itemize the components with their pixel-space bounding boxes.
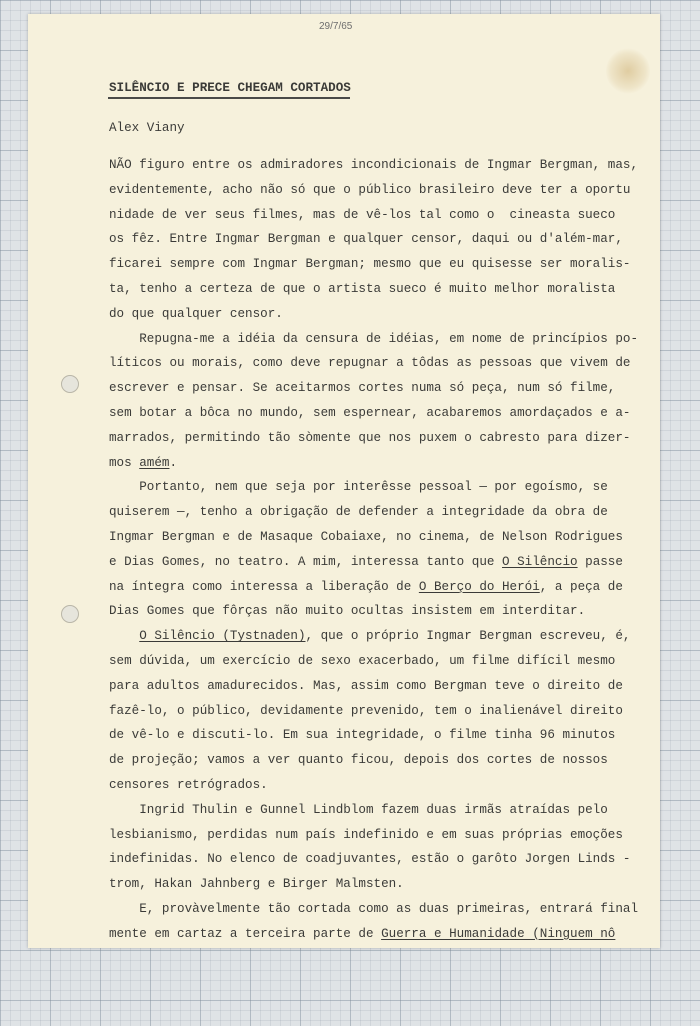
handwritten-date: 29/7/65 <box>319 21 353 32</box>
text-segment: , que o próprio Ingmar Bergman escreveu, é, <box>305 629 631 644</box>
text-segment <box>109 629 139 643</box>
text-line <box>109 252 638 277</box>
document-title: SILÊNCIO E PRECE CHEGAM CORTADOS <box>109 81 351 95</box>
text-segment: , a peça de <box>539 579 623 594</box>
text-segment: quiserem —, tenho a obrigação de defender a integridade da obra de <box>109 505 608 520</box>
text-line <box>109 475 638 500</box>
text-line <box>109 798 638 823</box>
text-line <box>109 500 638 525</box>
text-segment: mos <box>109 455 140 470</box>
text-line <box>109 624 638 649</box>
text-segment: E, provàvelmente tão cortada como as duas primeiras, entrará final <box>109 901 639 916</box>
text-line <box>109 922 638 947</box>
text-segment: os fêz. Entre Ingmar Bergman e qualquer censor, daqui ou d'além-mar, <box>109 232 623 247</box>
text-line <box>109 847 638 872</box>
text-line <box>109 550 638 575</box>
text-line <box>109 674 638 699</box>
text-segment: passe <box>577 554 623 569</box>
text-segment: censores retrógrados. <box>109 777 268 792</box>
text-segment: nidade de ver seus filmes, mas de vê-los tal como o cineasta sueco <box>109 207 616 222</box>
underlined-title: O Berço do Herói <box>418 579 540 594</box>
text-segment: Repugna-me a idéia da censura de idéias, em nome de princípios po- <box>109 331 639 346</box>
text-segment: trom, Hakan Jahnberg e Birger Malmsten. <box>109 877 404 892</box>
text-segment: escrever e pensar. Se aceitarmos cortes numa só peça, num só filme, <box>109 381 616 396</box>
text-segment: e Dias Gomes, no teatro. A mim, interessa tanto que <box>109 554 502 569</box>
title-underline <box>108 97 350 99</box>
text-segment: do que qualquer censor. <box>109 306 283 321</box>
text-line <box>109 451 638 476</box>
underlined-title: Guerra e Humanidade (Ninguem nô <box>381 926 616 941</box>
text-line <box>109 426 638 451</box>
text-line <box>109 376 638 401</box>
text-segment: de projeção; vamos a ver quanto ficou, depois dos cortes de nossos <box>109 753 608 768</box>
text-line <box>109 227 638 252</box>
text-segment: ta, tenho a certeza de que o artista sueco é muito melhor moralista <box>109 281 616 296</box>
text-line <box>109 599 638 624</box>
paper-stain <box>606 48 650 94</box>
text-line <box>109 575 638 600</box>
punch-hole <box>61 375 79 393</box>
article-body <box>109 153 638 947</box>
text-segment: para adultos amadurecidos. Mas, assim como Bergman teve o direito de <box>109 678 623 693</box>
text-segment: evidentemente, acho não só que o público brasileiro deve ter a oportu <box>109 182 631 197</box>
author-name: Alex Viany <box>109 121 185 135</box>
text-segment: Portanto, nem que seja por interêsse pessoal — por egoísmo, se <box>109 480 608 495</box>
text-line <box>109 699 638 724</box>
text-line <box>109 327 638 352</box>
document-page <box>28 14 660 948</box>
text-segment: NÃO figuro entre os admiradores incondicionais de Ingmar Bergman, mas, <box>109 158 639 172</box>
text-segment: ficarei sempre com Ingmar Bergman; mesmo que eu quisesse ser moralis- <box>109 257 631 272</box>
underlined-title: amém <box>139 455 170 470</box>
text-line <box>109 823 638 848</box>
underlined-title: O Silêncio <box>502 554 578 569</box>
punch-hole <box>61 605 79 623</box>
text-segment: Ingrid Thulin e Gunnel Lindblom fazem duas irmãs atraídas pelo <box>109 802 608 817</box>
text-segment: lesbianismo, perdidas num país indefinido e em suas próprias emoções <box>109 827 623 842</box>
underlined-title: O Silêncio (Tystnaden) <box>139 629 306 644</box>
text-line <box>109 153 638 178</box>
text-line <box>109 178 638 203</box>
text-segment: Ingmar Bergman e de Masaque Cobaiaxe, no cinema, de Nelson Rodrigues <box>109 529 623 544</box>
text-line <box>109 872 638 897</box>
text-segment: mente em cartaz a terceira parte de <box>109 926 382 941</box>
text-segment: fazê-lo, o público, devidamente prevenido, tem o inalienável direito <box>109 703 623 718</box>
text-line <box>109 302 638 327</box>
text-line <box>109 723 638 748</box>
text-line <box>109 649 638 674</box>
text-segment: . <box>169 455 178 470</box>
text-segment: sem dúvida, um exercício de sexo exacerbado, um filme difícil mesmo <box>109 653 616 668</box>
text-segment: indefinidas. No elenco de coadjuvantes, estão o garôto Jorgen Linds - <box>109 852 631 867</box>
text-line <box>109 203 638 228</box>
text-segment: na íntegra como interessa a liberação de <box>109 579 419 594</box>
text-line <box>109 401 638 426</box>
text-segment: líticos ou morais, como deve repugnar a tôdas as pessoas que vivem de <box>109 356 631 371</box>
text-line <box>109 773 638 798</box>
text-segment: sem botar a bôca no mundo, sem espernear, acabaremos amordaçados e a- <box>109 405 631 420</box>
text-segment: Dias Gomes que fôrças não muito ocultas insistem em interditar. <box>109 604 586 619</box>
text-line <box>109 897 638 922</box>
text-segment: de vê-lo e discuti-lo. Em sua integridade, o filme tinha 96 minutos <box>109 728 616 743</box>
text-line <box>109 277 638 302</box>
text-line <box>109 748 638 773</box>
text-line <box>109 351 638 376</box>
text-segment: marrados, permitindo tão sòmente que nos puxem o cabresto para dizer- <box>109 430 631 445</box>
text-line <box>109 525 638 550</box>
